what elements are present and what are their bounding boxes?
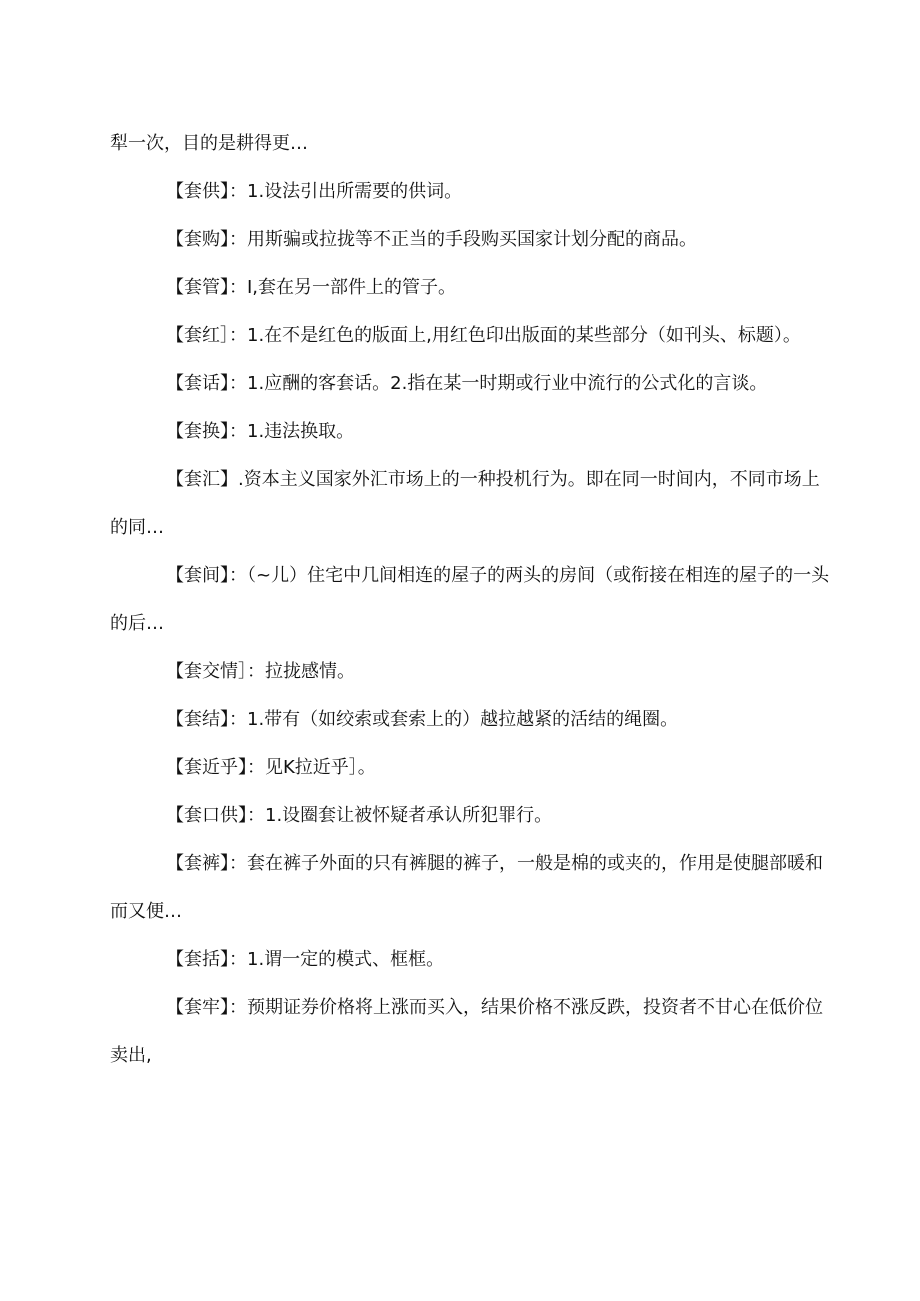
entry-tao-gou	[110, 216, 830, 264]
entry-term: 【套供】	[166, 181, 229, 202]
entry-tao-hui	[110, 456, 830, 552]
entry-definition: 1.谓一定的模式、框框。	[247, 949, 445, 970]
entry-term: 【套购】	[166, 229, 229, 250]
entry-definition: 套在裤子外面的只有裤腿的裤子，一般是棉的或夹的，作用是使腿部暖和而又便…	[110, 853, 823, 922]
entry-tao-kougong	[110, 792, 830, 840]
entry-term: 【套汇】	[166, 469, 238, 490]
entry-separator: ：	[229, 949, 247, 970]
entry-definition: I,套在另一部件上的管子。	[247, 277, 457, 298]
entry-tao-lao	[110, 984, 830, 1080]
entry-tao-kuo	[110, 936, 830, 984]
entry-term: 【套近乎】	[166, 757, 247, 778]
entry-definition: 1.带有（如绞索或套索上的）越拉越紧的活结的绳圈。	[247, 709, 679, 730]
entry-tao-jian	[110, 552, 830, 648]
entry-tao-huan	[110, 408, 830, 456]
entry-tao-guan	[110, 264, 830, 312]
entry-definition: .资本主义国家外汇市场上的一种投机行为。即在同一时间内，不同市场上的同…	[110, 469, 820, 538]
entry-definition: 1.设圈套让被怀疑者承认所犯罪行。	[265, 805, 553, 826]
entry-definition: 见K拉近乎］。	[265, 757, 376, 778]
entry-definition: 拉拢感情。	[265, 661, 355, 682]
entry-definition: 1.设法引出所需要的供词。	[247, 181, 463, 202]
entry-term: 【套括】	[166, 949, 229, 970]
entry-definition: 用斯骗或拉拢等不正当的手段购买国家计划分配的商品。	[247, 229, 697, 250]
entry-definition: 1.违法换取。	[247, 421, 355, 442]
entry-continuation: 犁一次，目的是耕得更…	[110, 133, 308, 154]
entry-separator: ：	[229, 229, 247, 250]
entry-term: 【套管】	[166, 277, 229, 298]
entry-tao-jiaoqing	[110, 648, 830, 696]
entry-separator: ：	[229, 373, 247, 394]
entry-tao-ku	[110, 840, 830, 936]
entry-term: 【套结】	[166, 709, 229, 730]
entry-separator: ：	[229, 181, 247, 202]
entry-term: 【套间】	[166, 565, 229, 586]
entry-tao-jinhu	[110, 744, 830, 792]
entry-separator: ：	[229, 853, 247, 874]
entry-separator: ：	[229, 997, 247, 1018]
entry-tao-gong	[110, 168, 830, 216]
entry-tao-hong	[110, 312, 830, 360]
entry-separator: ：	[247, 757, 265, 778]
entry-separator: ：	[247, 661, 265, 682]
entry-term: 【套换】	[166, 421, 229, 442]
entry-term: 【套交情］	[166, 661, 247, 682]
entry-term: 【套红］	[166, 325, 229, 346]
entry-term: 【套牢】	[166, 997, 229, 1018]
entry-separator: ：	[229, 421, 247, 442]
entry-definition: 预期证券价格将上涨而买入，结果价格不涨反跌，投资者不甘心在低价位卖出,	[110, 997, 823, 1066]
entry-tao-hua	[110, 360, 830, 408]
entry-definition: （~儿）住宅中几间相连的屋子的两头的房间（或衔接在相连的屋子的一头的后…	[110, 565, 830, 634]
entry-separator: ：	[229, 709, 247, 730]
entry-definition: 1.在不是红色的版面上,用红色印出版面的某些部分（如刊头、标题）。	[247, 325, 801, 346]
entry-separator: ：	[229, 325, 247, 346]
entry-separator: ：	[229, 565, 247, 586]
entry-term: 【套口供】	[166, 805, 247, 826]
entry-separator: ：	[229, 277, 247, 298]
dictionary-entries	[110, 120, 830, 1080]
entry-separator: ：	[247, 805, 265, 826]
entry-term: 【套话】	[166, 373, 229, 394]
entry-term: 【套裤】	[166, 853, 229, 874]
entry-definition: 1.应酬的客套话。2.指在某一时期或行业中流行的公式化的言谈。	[247, 373, 768, 394]
entry-tao-jie	[110, 696, 830, 744]
